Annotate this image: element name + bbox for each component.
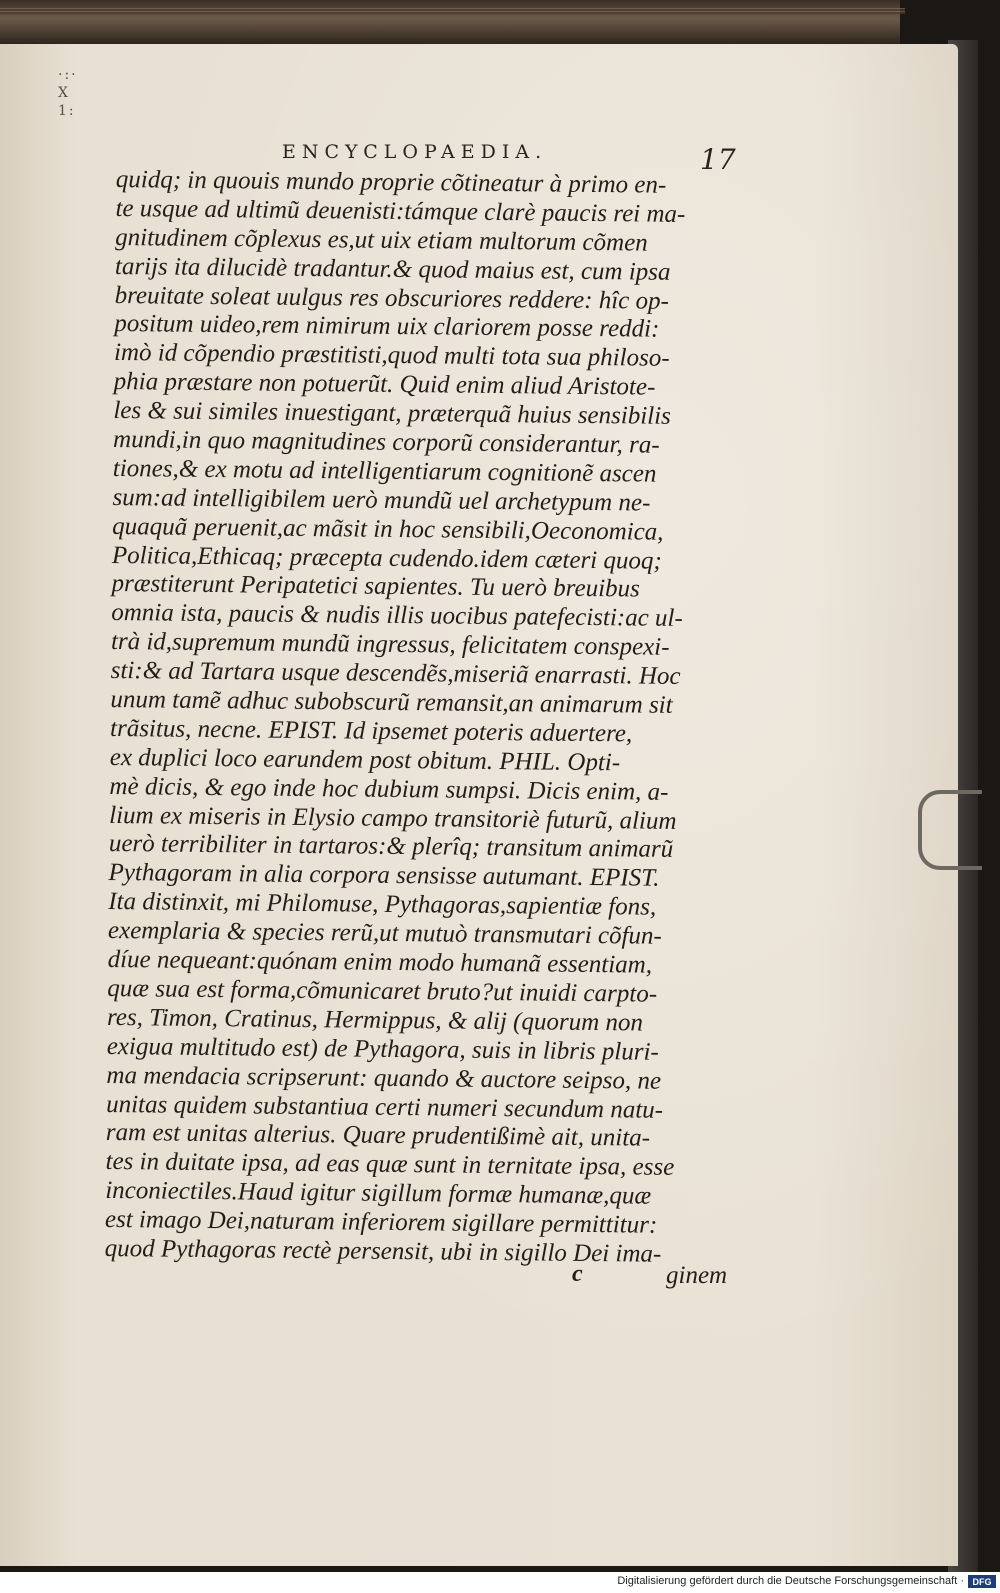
margin-mark: 1: — [58, 103, 76, 119]
text-line: mè dicis, & ego inde hoc dubium sumpsi. Dicis enim, a- — [109, 772, 669, 806]
text-line: inconiectiles.Haud igitur sigillum formæ humanæ,quæ — [105, 1177, 652, 1210]
text-line: unum tamẽ adhuc subobscurũ remansit,an animarum sit — [110, 686, 673, 719]
text-line: Pythagoram in alia corpora sensisse autumant. EPIST. — [108, 859, 660, 893]
text-line: uerò terribiliter in tartaros:& plerîq; transitum animarũ — [108, 830, 674, 864]
page-stack-edge — [0, 8, 905, 14]
text-line: lium ex miseris in Elysio campo transitoriè futurũ, alium — [109, 801, 677, 835]
text-line: trãsitus, necne. EPIST. Id ipsemet poteris aduertere, — [109, 714, 633, 748]
text-line: imò id cõpendio præstitisti,quod multi tota sua philoso- — [113, 339, 670, 373]
text-line: quaquã peruenit,ac mãsit in hoc sensibili,Oeconomica, — [112, 512, 664, 546]
text-line: mundi,in quo magnitudines corporũ considerantur, ra- — [112, 426, 660, 459]
text-line: díue nequeant:quónam enim modo humanã essentiam, — [107, 946, 653, 979]
text-line: ram est unitas alterius. Quare prudentißimè ait, unita- — [105, 1119, 651, 1153]
text-line: gnitudinem cõplexus es,ut uix etiam multorum cõmen — [115, 223, 648, 257]
text-line: phia præstare non potuerũt. Quid enim aliud Aristote- — [113, 368, 656, 401]
running-head: ENCYCLOPAEDIA. — [282, 141, 548, 163]
text-line: te usque ad ultimũ deuenisti:támque clarè paucis rei ma- — [115, 194, 686, 228]
body-text — [105, 166, 726, 1270]
text-line: unitas quidem substantiua certi numeri secundum natu- — [106, 1090, 664, 1124]
text-line: tes in duitate ipsa, ad eas quæ sunt in ternitate ipsa, esse — [105, 1148, 675, 1182]
text-line: ex duplici loco earundem post obitum. PHIL. Opti- — [109, 743, 621, 777]
text-line: præstiterunt Peripatetici sapientes. Tu uerò breuibus — [111, 570, 640, 603]
text-line: tiones,& ex motu ad intelligentiarum cognitionẽ ascen — [112, 454, 657, 488]
dfg-logo-icon: DFG — [968, 1575, 996, 1588]
text-line: breuitate soleat uulgus res obscuriores reddere: hîc op- — [114, 281, 670, 315]
text-line: Ita distinxit, mi Philomuse, Pythagoras,sapientiæ fons, — [108, 888, 657, 921]
text-line: est imago Dei,naturam inferiorem sigillare permittitur: — [104, 1206, 658, 1239]
page-number: 17 — [700, 143, 736, 176]
book-top-edge — [0, 0, 900, 46]
text-line: tarijs ita dilucidè tradantur.& quod maius est, cum ipsa — [114, 252, 671, 286]
signature-mark: c — [572, 1261, 583, 1287]
margin-mark: X — [58, 85, 70, 101]
text-line: ma mendacia scripserunt: quando & auctore seipso, ne — [106, 1061, 662, 1095]
text-line: res, Timon, Cratinus, Hermippus, & alij (quorum non — [106, 1003, 644, 1037]
text-line: quod Pythagoras rectè persensit, ubi in sigillo Dei ima- — [104, 1234, 662, 1268]
text-line: quidq; in quouis mundo proprie cõtineatur à primo en- — [115, 166, 667, 199]
footer-credit: Digitalisierung gefördert durch die Deutsche Forschungsgemeinschaft · — [617, 1575, 964, 1587]
text-line: les & sui similes inuestigant, præterquã huius sensibilis — [113, 397, 671, 430]
text-line: sum:ad intelligibilem uerò mundũ uel archetypum ne- — [112, 483, 651, 517]
margin-mark: ·:· — [58, 67, 78, 83]
text-line: omnia ista, paucis & nudis illis uocibus patefecisti:ac ul- — [111, 599, 683, 633]
clasp-strap-icon — [918, 790, 982, 870]
text-line: Politica,Ethicaq; præcepta cudendo.idem cæteri quoq; — [111, 541, 662, 575]
catchword: ginem — [666, 1262, 728, 1289]
text-line: quæ sua est forma,cõmunicaret bruto?ut inuidi carpto- — [107, 974, 658, 1008]
margin-marks — [58, 66, 98, 122]
text-line: sti:& ad Tartara usque descendẽs,miseriã enarrasti. Hoc — [110, 657, 681, 691]
text-line: exigua multitudo est) de Pythagora, suis in libris pluri- — [106, 1032, 659, 1066]
text-line: exemplaria & species rerũ,ut mutuò transmutari cõfun- — [107, 917, 662, 950]
text-line: positum uideo,rem nimirum uix clariorem posse reddi: — [114, 310, 660, 344]
text-line: trà id,supremum mundũ ingressus, felicitatem conspexi- — [110, 628, 670, 662]
